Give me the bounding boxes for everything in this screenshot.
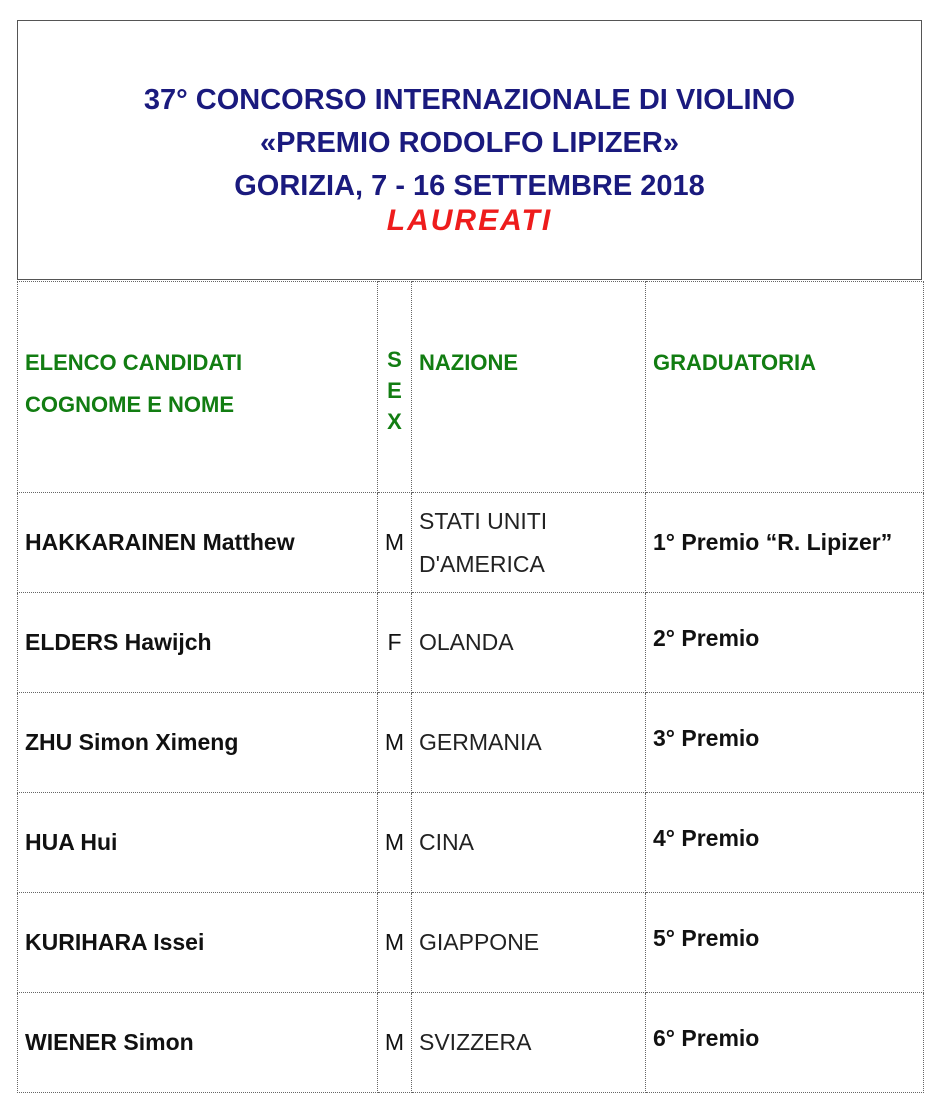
column-header-sex (378, 282, 412, 493)
table-row (18, 593, 924, 693)
column-header-candidates (18, 282, 378, 493)
candidate-nation (412, 493, 646, 593)
candidate-name: KURIHARA Issei (18, 893, 378, 993)
candidate-nation-line2: D'AMERICA (419, 550, 545, 577)
candidate-nation: OLANDA (412, 593, 646, 693)
candidate-sex: F (378, 593, 412, 693)
candidate-rank: 2° Premio (646, 593, 924, 693)
candidate-nation: GERMANIA (412, 693, 646, 793)
table-row (18, 893, 924, 993)
subtitle-laureati: LAUREATI (386, 204, 553, 237)
column-header-sex-e: E (387, 378, 402, 403)
candidate-nation: SVIZZERA (412, 993, 646, 1093)
candidate-rank: 4° Premio (646, 793, 924, 893)
candidate-name: ELDERS Hawijch (18, 593, 378, 693)
candidate-rank: 6° Premio (646, 993, 924, 1093)
candidate-rank: 1° Premio “R. Lipizer” (646, 493, 924, 593)
column-header-sex-s: S (387, 347, 402, 372)
table-header-row (18, 282, 924, 493)
title-line-3: GORIZIA, 7 - 16 SETTEMBRE 2018 (234, 170, 705, 202)
candidate-nation-line1: STATI UNITI (419, 507, 548, 534)
candidate-name: ZHU Simon Ximeng (18, 693, 378, 793)
candidate-sex: M (378, 993, 412, 1093)
candidate-nation: GIAPPONE (412, 893, 646, 993)
candidate-name: HAKKARAINEN Matthew (18, 493, 378, 593)
title-block (18, 79, 921, 208)
table-row (18, 793, 924, 893)
candidate-sex: M (378, 893, 412, 993)
document-header (17, 20, 922, 280)
candidate-sex: M (378, 493, 412, 593)
candidate-sex: M (378, 693, 412, 793)
results-table (17, 281, 924, 1093)
column-header-candidates-line2: COGNOME E NOME (25, 392, 235, 417)
candidate-rank: 3° Premio (646, 693, 924, 793)
title-line-1: 37° CONCORSO INTERNAZIONALE DI VIOLINO (143, 84, 796, 116)
column-header-candidates-line1: ELENCO CANDIDATI (25, 350, 243, 375)
column-header-sex-x: X (387, 409, 402, 434)
candidate-rank: 5° Premio (646, 893, 924, 993)
table-row (18, 493, 924, 593)
title-line-2: «PREMIO RODOLFO LIPIZER» (260, 127, 679, 159)
table-row (18, 993, 924, 1093)
column-header-nation: NAZIONE (412, 282, 646, 493)
candidate-nation: CINA (412, 793, 646, 893)
candidate-name: HUA Hui (18, 793, 378, 893)
table-row (18, 693, 924, 793)
column-header-ranking: GRADUATORIA (646, 282, 924, 493)
candidate-name: WIENER Simon (18, 993, 378, 1093)
candidate-sex: M (378, 793, 412, 893)
